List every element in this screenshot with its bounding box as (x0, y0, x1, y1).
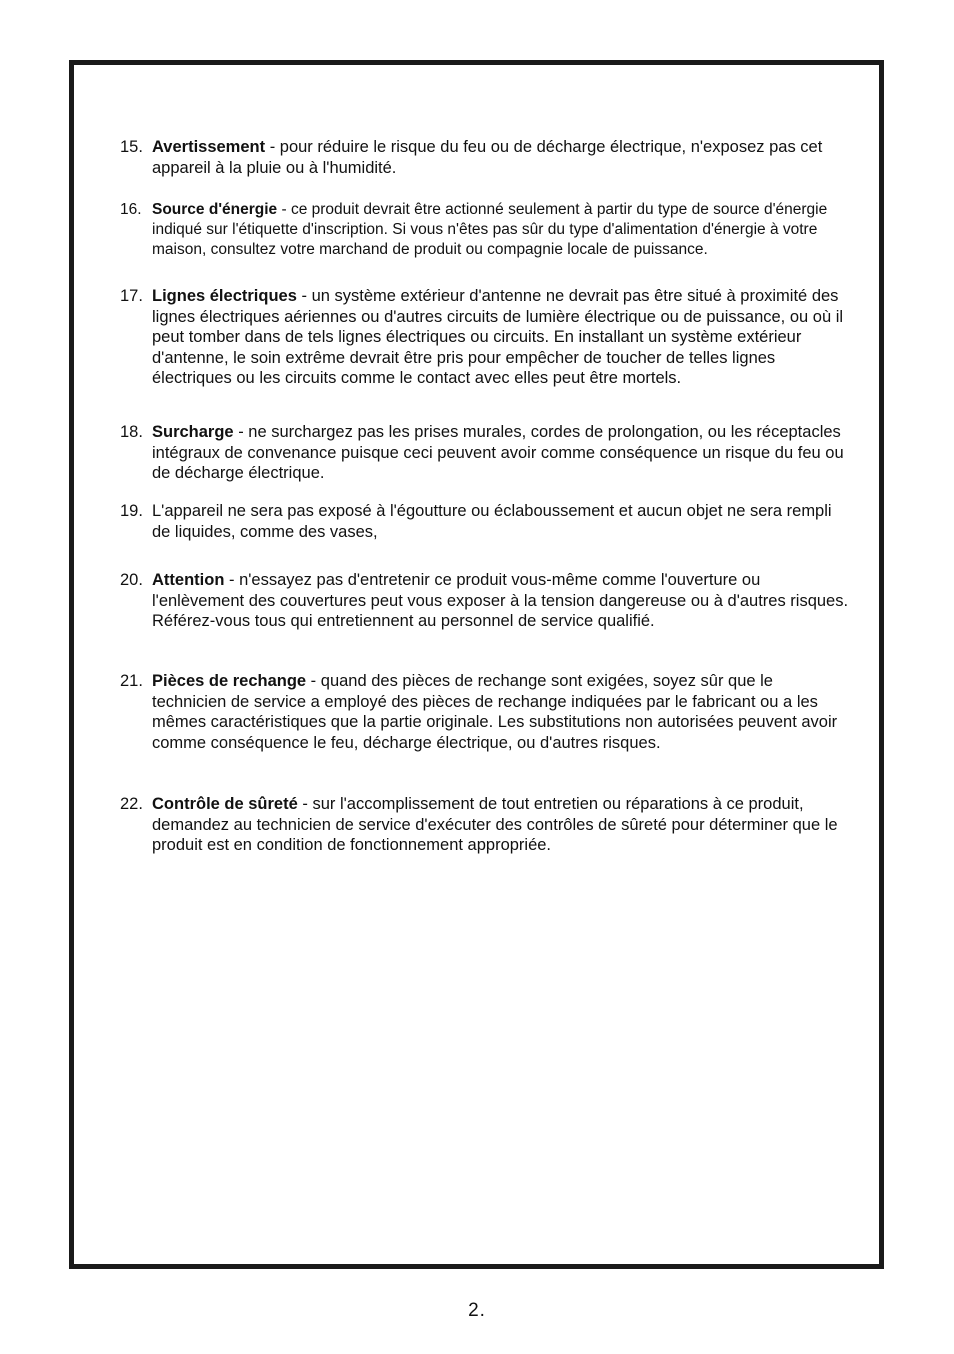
safety-item-20 (120, 570, 850, 632)
item-number: 21. (120, 672, 143, 690)
item-number: 20. (120, 571, 143, 589)
item-separator: - (306, 672, 321, 690)
item-title: Surcharge (152, 423, 234, 441)
item-separator: - (277, 201, 291, 218)
safety-item-17 (120, 286, 850, 389)
safety-item-18 (120, 422, 850, 484)
item-separator: - (297, 795, 313, 813)
item-number: 22. (120, 795, 143, 813)
item-number: 15. (120, 138, 143, 156)
item-text: pour réduire le risque du feu ou de décharge électrique, n'exposez pas cet appareil à la pluie ou à l'humidité. (152, 138, 823, 177)
item-number: 18. (120, 423, 143, 441)
item-text: L'appareil ne sera pas exposé à l'égoutture ou éclaboussement et aucun objet ne sera rempli de liquides, comme des vases, (152, 502, 832, 541)
item-text: sur l'accomplissement de tout entretien ou réparations à ce produit, demandez au technicien de service d'exécuter des contrôles de sûreté pour déterminer que le produit est en condition de fonctionnement appropriée. (152, 795, 838, 854)
page-number: 2. (468, 1300, 486, 1321)
item-text: un système extérieur d'antenne ne devrait pas être situé à proximité des lignes électriques aériennes ou d'autres circuits de lumière électrique ou de puissance, ou où il peut tomber dans de tels lignes électriques ou circuits. En installant un système extérieur d'antenne, le soin extrême devrait être pris pour empêcher de toucher de telles lignes électriques ou les circuits comme le contact avec elles peut être mortels. (152, 287, 844, 387)
item-title: Avertissement (152, 138, 266, 156)
safety-item-19 (120, 501, 850, 542)
item-number: 17. (120, 287, 143, 305)
item-number: 19. (120, 502, 143, 520)
safety-item-15 (120, 137, 850, 178)
item-separator: - (265, 138, 280, 156)
safety-item-16 (120, 200, 850, 260)
item-title: Attention (152, 571, 225, 589)
item-text: n'essayez pas d'entretenir ce produit vous-même comme l'ouverture ou l'enlèvement des couvertures peut vous exposer à la tension dangereuse ou à d'autres risques. Référez-vous tous qui entretiennent au personnel de service qualifié. (152, 571, 849, 630)
item-text: quand des pièces de rechange sont exigées, soyez sûr que le technicien de service a employé des pièces de rechange indiquées par le fabricant ou a les mêmes caractéristiques que la partie originale. Les substitutions non autorisées peuvent avoir comme conséquence le feu, décharge électrique, ou d'autres risques. (152, 672, 838, 752)
item-text: ne surchargez pas les prises murales, cordes de prolongation, ou les réceptacles intégraux de convenance puisque ceci peuvent avoir comme conséquence un risque du feu ou de décharge électrique. (152, 423, 844, 482)
item-separator: - (233, 423, 249, 441)
item-text: ce produit devrait être actionné seulement à partir du type de source d'énergie indiqué sur l'étiquette d'inscription. Si vous n'êtes pas sûr du type d'alimentation d'énergie à votre maison, consultez votre marchand de produit ou compagnie locale de puissance. (152, 201, 828, 258)
safety-item-22 (120, 794, 850, 856)
item-title: Lignes électriques (152, 287, 297, 305)
item-number: 16. (120, 201, 142, 218)
item-title: Source d'énergie (152, 201, 278, 218)
item-title: Pièces de rechange (152, 672, 307, 690)
safety-item-21 (120, 671, 850, 753)
item-separator: - (224, 571, 240, 589)
item-separator: - (296, 287, 312, 305)
item-title: Contrôle de sûreté (152, 795, 298, 813)
